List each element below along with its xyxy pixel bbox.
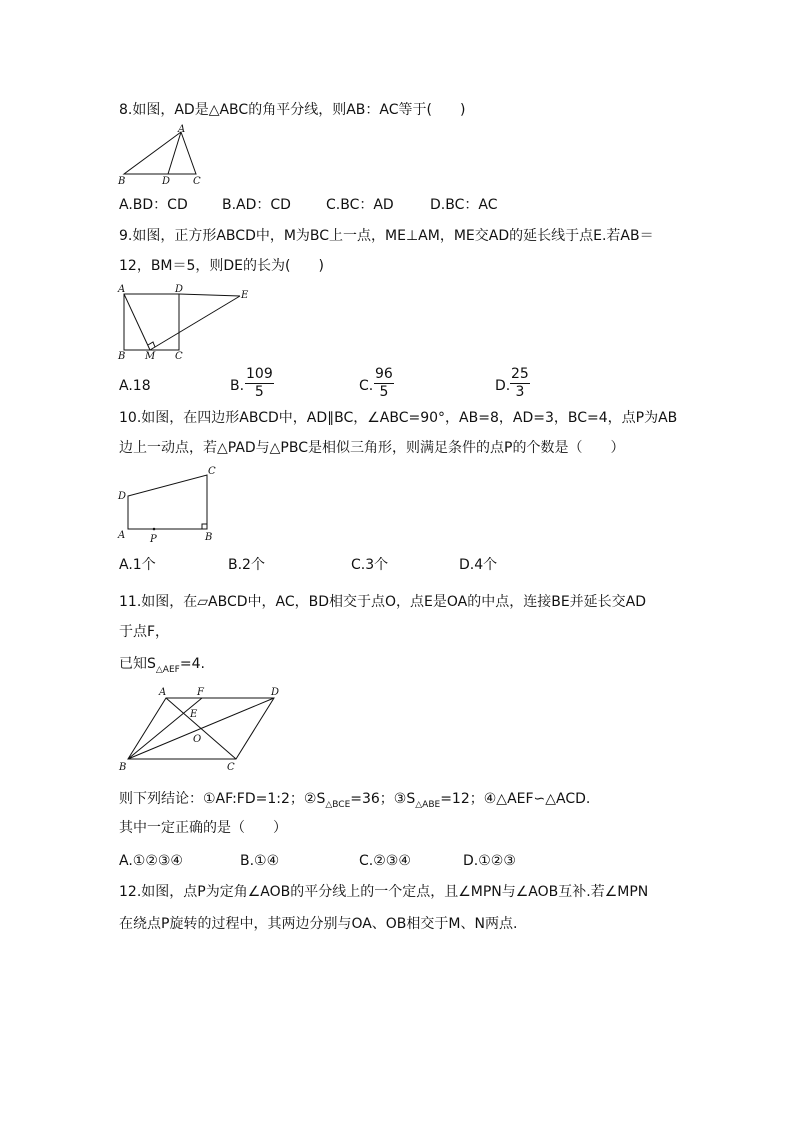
q11-conclusion-mid2: =12；④△AEF∽△ACD. <box>440 791 591 807</box>
q8-label-d: D <box>162 176 171 187</box>
q10-quadrilateral-figure <box>118 466 223 546</box>
q9-label-a: A <box>118 284 126 295</box>
q11-conclusions <box>119 789 590 815</box>
q10-label-c: C <box>208 466 216 477</box>
q9-label-b: B <box>118 351 126 362</box>
q9-stem-line1: 9.如图，正方形ABCD中，M为BC上一点，ME⊥AM，ME交AD的延长线于点E.若AB＝ <box>119 228 654 244</box>
q8-triangle-figure <box>118 126 208 188</box>
q11-label-a: A <box>159 687 167 698</box>
q10-label-a: A <box>118 530 126 541</box>
q10-stem-line1: 10.如图，在四边形ABCD中，AD∥BC，∠ABC=90°，AB=8，AD=3，BC=4，点P为AB <box>119 410 678 426</box>
q9-option-c-fraction <box>374 366 394 401</box>
q12-stem-line2: 在绕点P旋转的过程中，其两边分别与OA、OB相交于M、N两点. <box>119 916 518 932</box>
q11-stem-line2: 于点F， <box>119 624 170 640</box>
q11-label-f: F <box>197 687 204 698</box>
q9-option-d-denominator: 3 <box>515 384 525 400</box>
q11-label-o: O <box>193 734 202 745</box>
q9-option-d-fraction <box>510 366 530 401</box>
q9-square-figure <box>118 284 258 364</box>
q10-label-b: B <box>205 532 213 543</box>
q8-option-d: D.BC：AC <box>430 197 498 213</box>
q10-stem-line2: 边上一动点，若△PAD与△PBC是相似三角形，则满足条件的点P的个数是（ ） <box>119 440 625 456</box>
q11-conclusion-mid1: =36；③S <box>350 791 416 807</box>
q11-label-e: E <box>190 709 198 720</box>
q8-option-c: C.BC：AD <box>326 197 394 213</box>
q11-ask: 其中一定正确的是（ ） <box>119 820 287 836</box>
q9-option-b-numerator: 109 <box>246 366 273 382</box>
q9-label-c: C <box>175 351 183 362</box>
q11-conclusion-sub2: △ABE <box>415 799 441 810</box>
q11-parallelogram-figure <box>118 684 293 776</box>
q9-stem-line2: 12，BM＝5，则DE的长为( ) <box>119 258 324 274</box>
q10-option-d: D.4个 <box>459 557 498 573</box>
q9-option-b-prefix: B. <box>230 378 245 394</box>
q11-given-suffix: =4. <box>179 656 205 672</box>
q10-label-p: P <box>150 534 157 545</box>
q8-stem: 8.如图，AD是△ABC的角平分线，则AB：AC等于( ) <box>119 102 466 118</box>
q9-option-d-numerator: 25 <box>511 366 529 382</box>
q11-option-c: C.②③④ <box>359 853 411 869</box>
q11-given-subscript: △AEF <box>155 664 180 675</box>
q9-label-e: E <box>241 290 249 301</box>
q9-label-d: D <box>175 284 184 295</box>
q11-conclusion-prefix: 则下列结论：①AF:FD=1:2；②S <box>119 791 326 807</box>
q11-option-d: D.①②③ <box>463 853 516 869</box>
q8-label-a: A <box>178 124 186 135</box>
q9-label-m: M <box>145 351 156 362</box>
q10-option-a: A.1个 <box>119 557 156 573</box>
q11-conclusion-sub1: △BCE <box>325 799 351 810</box>
q9-option-a: A.18 <box>119 378 151 394</box>
q9-option-d-prefix: D. <box>495 378 511 394</box>
q10-label-d: D <box>118 491 127 502</box>
q8-label-c: C <box>193 176 201 187</box>
q9-option-c-denominator: 5 <box>379 384 389 400</box>
q11-option-a: A.①②③④ <box>119 853 183 869</box>
q8-option-b: B.AD：CD <box>222 197 291 213</box>
q11-label-b: B <box>119 762 127 773</box>
q8-label-b: B <box>118 176 126 187</box>
q8-option-a: A.BD：CD <box>119 197 188 213</box>
q9-option-b-denominator: 5 <box>254 384 264 400</box>
q11-label-c: C <box>227 762 235 773</box>
q11-stem-line1: 11.如图，在▱ABCD中，AC，BD相交于点O，点E是OA的中点，连接BE并延长交AD <box>119 594 647 610</box>
q11-label-d: D <box>271 687 280 698</box>
q9-option-b-fraction <box>245 366 274 401</box>
q11-given-prefix: 已知S <box>119 656 156 672</box>
q10-option-c: C.3个 <box>351 557 389 573</box>
q11-given <box>119 654 205 680</box>
q9-option-c-prefix: C. <box>359 378 374 394</box>
q10-option-b: B.2个 <box>228 557 265 573</box>
q11-option-b: B.①④ <box>240 853 280 869</box>
q12-stem-line1: 12.如图，点P为定角∠AOB的平分线上的一个定点，且∠MPN与∠AOB互补.若∠MPN <box>119 884 649 900</box>
q9-option-c-numerator: 96 <box>375 366 393 382</box>
